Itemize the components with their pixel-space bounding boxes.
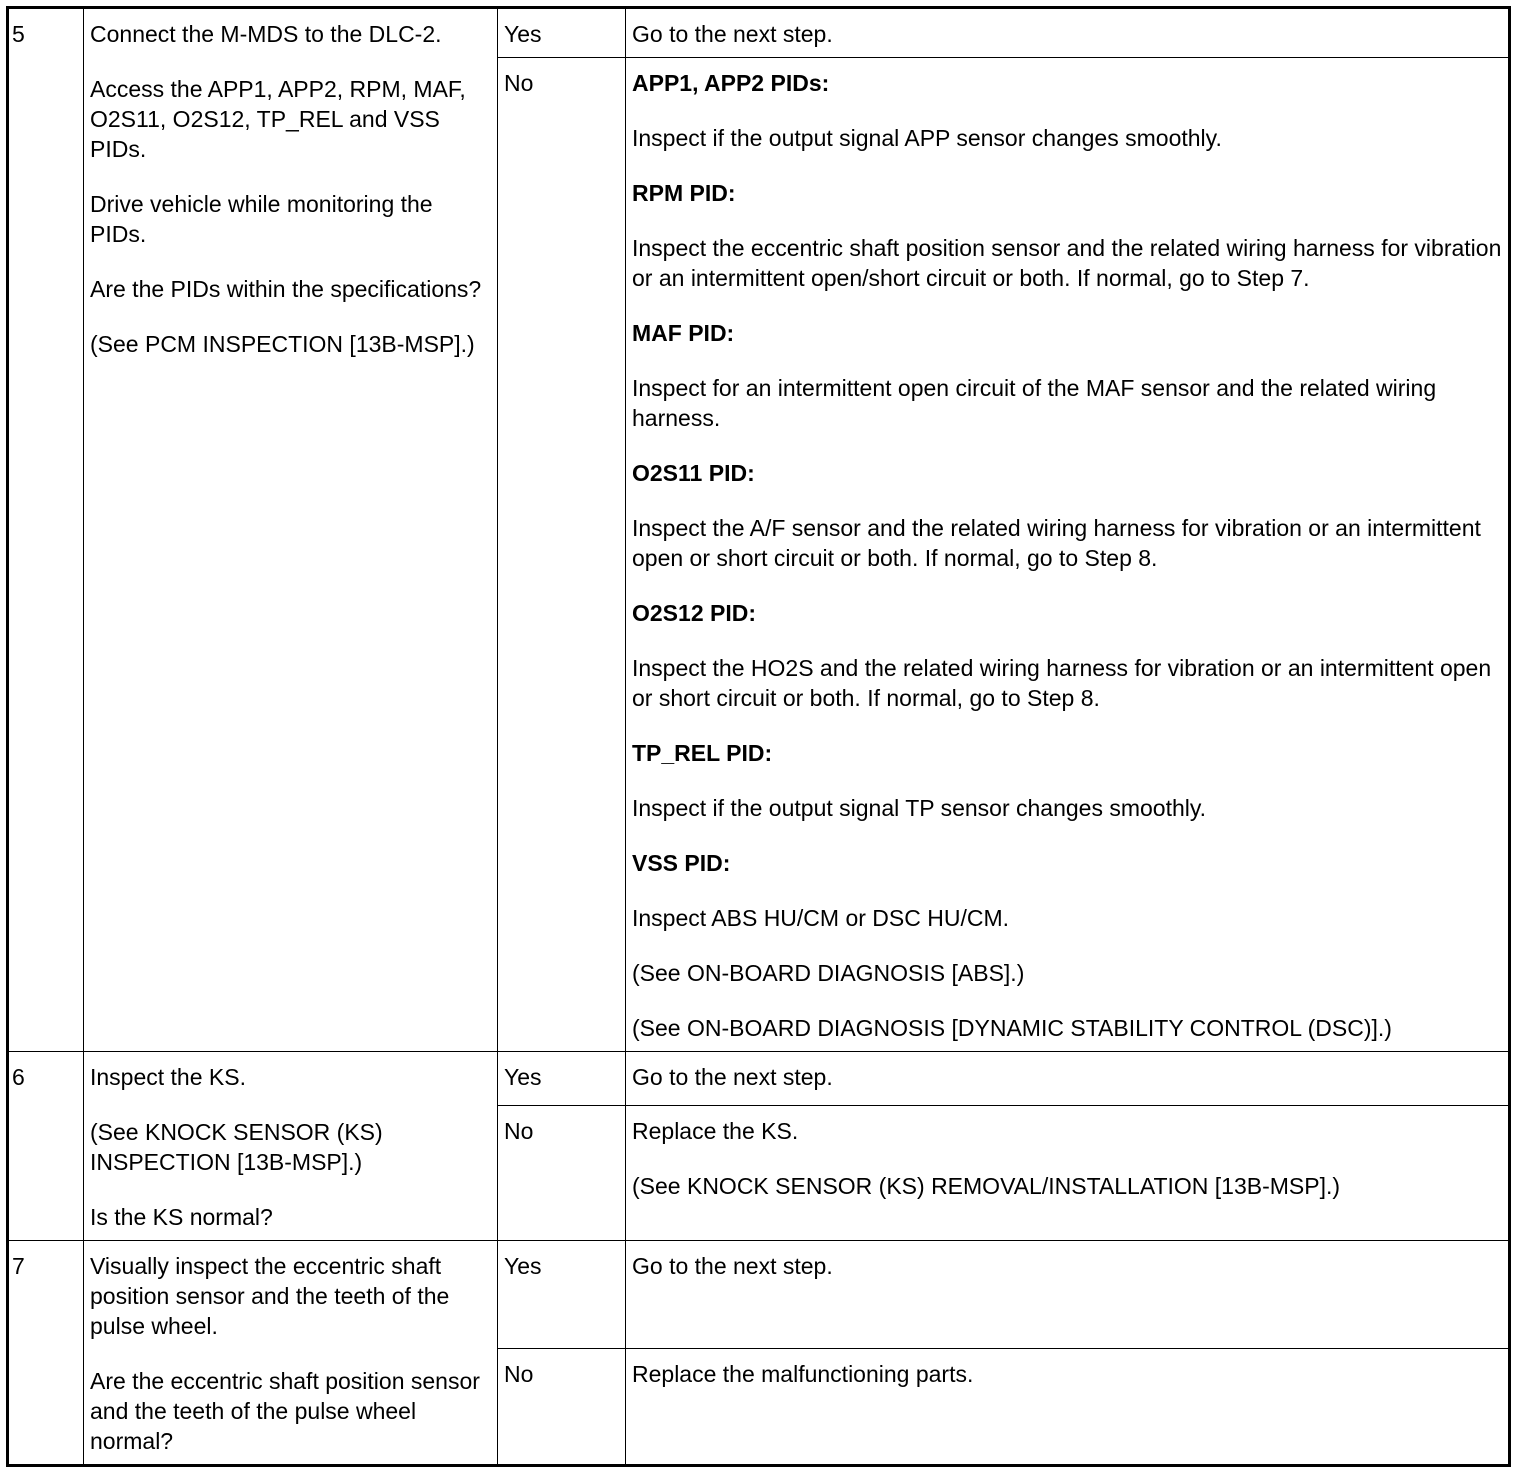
remedy-yes bbox=[626, 8, 1510, 58]
pid-heading: O2S11 PID: bbox=[632, 460, 755, 486]
remedy-text: Go to the next step. bbox=[632, 1253, 833, 1279]
remedy-text: Replace the KS. bbox=[632, 1118, 799, 1144]
remedy-text: Inspect ABS HU/CM or DSC HU/CM. bbox=[632, 905, 1010, 931]
step-7-yes-row bbox=[8, 1241, 1510, 1349]
action-question: Are the eccentric shaft position sensor and the teeth of the pulse wheel normal? bbox=[90, 1368, 480, 1454]
step-action bbox=[84, 1052, 498, 1241]
remedy-reference: (See ON-BOARD DIAGNOSIS [ABS].) bbox=[632, 960, 1025, 986]
remedy-no bbox=[626, 1106, 1510, 1241]
remedy-text: Go to the next step. bbox=[632, 21, 833, 47]
step-number: 7 bbox=[8, 1241, 84, 1466]
pid-heading: VSS PID: bbox=[632, 850, 731, 876]
pid-heading: APP1, APP2 PIDs: bbox=[632, 70, 830, 96]
result-yes: Yes bbox=[498, 8, 626, 58]
remedy-text: Inspect the eccentric shaft position sensor and the related wiring harness for vibration or an intermittent open/short circuit or both. If normal, go to Step 7. bbox=[632, 235, 1502, 291]
action-reference: (See KNOCK SENSOR (KS) INSPECTION [13B-MSP].) bbox=[90, 1119, 383, 1175]
remedy-yes bbox=[626, 1052, 1510, 1106]
step-action bbox=[84, 8, 498, 1052]
action-reference: (See PCM INSPECTION [13B-MSP].) bbox=[90, 331, 475, 357]
step-number: 5 bbox=[8, 8, 84, 1052]
result-yes: Yes bbox=[498, 1052, 626, 1106]
action-text: Visually inspect the eccentric shaft position sensor and the teeth of the pulse wheel. bbox=[90, 1253, 450, 1339]
remedy-yes bbox=[626, 1241, 1510, 1349]
action-question: Are the PIDs within the specifications? bbox=[90, 276, 482, 302]
result-yes: Yes bbox=[498, 1241, 626, 1349]
remedy-text: Inspect if the output signal APP sensor changes smoothly. bbox=[632, 125, 1222, 151]
pid-heading: RPM PID: bbox=[632, 180, 736, 206]
remedy-text: Go to the next step. bbox=[632, 1064, 833, 1090]
step-5-yes-row bbox=[8, 8, 1510, 58]
diagnostic-procedure-table bbox=[6, 6, 1511, 1467]
remedy-no bbox=[626, 58, 1510, 1052]
step-number: 6 bbox=[8, 1052, 84, 1241]
pid-heading: MAF PID: bbox=[632, 320, 735, 346]
action-question: Is the KS normal? bbox=[90, 1204, 273, 1230]
action-text: Connect the M-MDS to the DLC-2. bbox=[90, 21, 442, 47]
remedy-no bbox=[626, 1349, 1510, 1466]
pid-heading: O2S12 PID: bbox=[632, 600, 756, 626]
pid-heading: TP_REL PID: bbox=[632, 740, 773, 766]
result-no: No bbox=[498, 1349, 626, 1466]
action-text: Access the APP1, APP2, RPM, MAF, O2S11, O2S12, TP_REL and VSS PIDs. bbox=[90, 76, 466, 162]
remedy-reference: (See KNOCK SENSOR (KS) REMOVAL/INSTALLATION [13B-MSP].) bbox=[632, 1173, 1341, 1199]
remedy-text: Inspect the A/F sensor and the related wiring harness for vibration or an intermittent open or short circuit or both. If normal, go to Step 8. bbox=[632, 515, 1481, 571]
action-text: Inspect the KS. bbox=[90, 1064, 246, 1090]
action-text: Drive vehicle while monitoring the PIDs. bbox=[90, 191, 433, 247]
result-no: No bbox=[498, 1106, 626, 1241]
remedy-text: Replace the malfunctioning parts. bbox=[632, 1361, 974, 1387]
remedy-text: Inspect the HO2S and the related wiring harness for vibration or an intermittent open or short circuit or both. If normal, go to Step 8. bbox=[632, 655, 1492, 711]
remedy-reference: (See ON-BOARD DIAGNOSIS [DYNAMIC STABILITY CONTROL (DSC)].) bbox=[632, 1015, 1392, 1041]
step-action bbox=[84, 1241, 498, 1466]
remedy-text: Inspect if the output signal TP sensor changes smoothly. bbox=[632, 795, 1207, 821]
remedy-text: Inspect for an intermittent open circuit of the MAF sensor and the related wiring harness. bbox=[632, 375, 1437, 431]
result-no: No bbox=[498, 58, 626, 1052]
step-6-yes-row bbox=[8, 1052, 1510, 1106]
